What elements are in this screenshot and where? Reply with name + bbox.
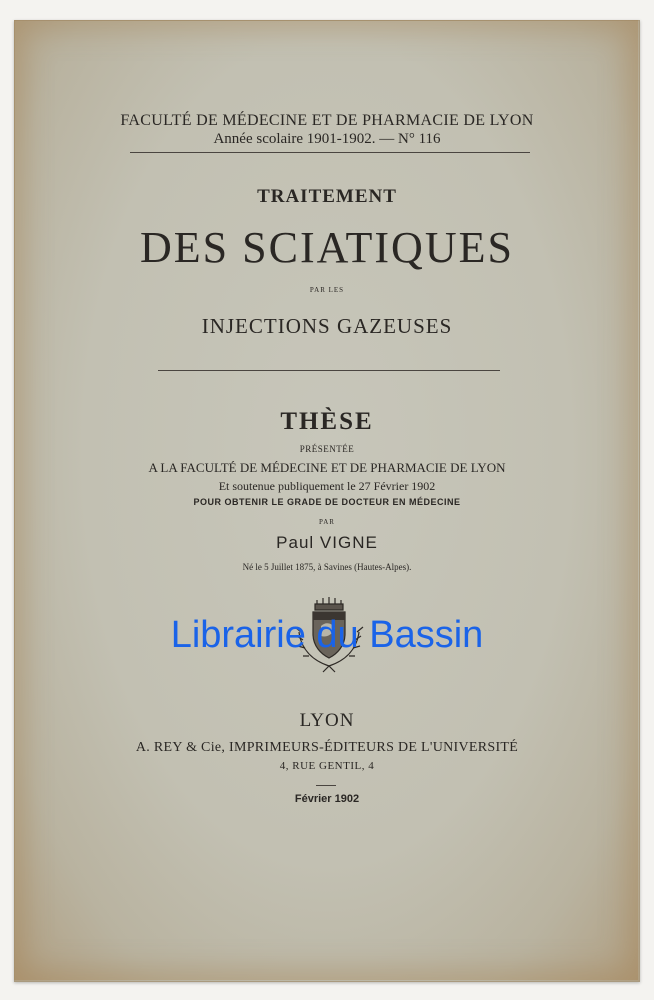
author-name: Paul VIGNE [276, 533, 378, 552]
publisher-address: 4, RUE GENTIL, 4 [279, 760, 375, 772]
defense-date-line: Et soutenue publiquement le 27 Février 1902 [218, 479, 436, 493]
author-birth-line: Né le 5 Juillet 1875, à Savines (Hautes-Alpes). [242, 562, 412, 572]
date-rule [316, 785, 336, 786]
title-rule [158, 370, 500, 371]
publication-date: Février 1902 [294, 793, 360, 805]
these-heading: THÈSE [280, 408, 374, 435]
publisher-city: LYON [299, 710, 355, 731]
school-year-number: Année scolaire 1901-1902. — N° 116 [213, 131, 441, 147]
title-traitement: TRAITEMENT [257, 186, 397, 207]
title-injections-gazeuses: INJECTIONS GAZEUSES [201, 314, 453, 338]
faculty-line: A LA FACULTÉ DE MÉDECINE ET DE PHARMACIE DE LYON [148, 460, 506, 475]
header-rule [130, 152, 530, 153]
par-label: PAR [319, 518, 335, 526]
bookseller-watermark: Librairie du Bassin [170, 614, 484, 656]
degree-line: POUR OBTENIR LE GRADE DE DOCTEUR EN MÉDECINE [193, 497, 461, 507]
publisher-name: A. REY & Cie, IMPRIMEURS-ÉDITEURS DE L'UNIVERSITÉ [135, 740, 519, 755]
title-par-les: PAR LES [309, 286, 345, 294]
faculty-header: FACULTÉ DE MÉDECINE ET DE PHARMACIE DE LYON [120, 112, 534, 129]
title-des-sciatiques: DES SCIATIQUES [140, 223, 514, 272]
presentee-label: PRÉSENTÉE [299, 444, 355, 454]
